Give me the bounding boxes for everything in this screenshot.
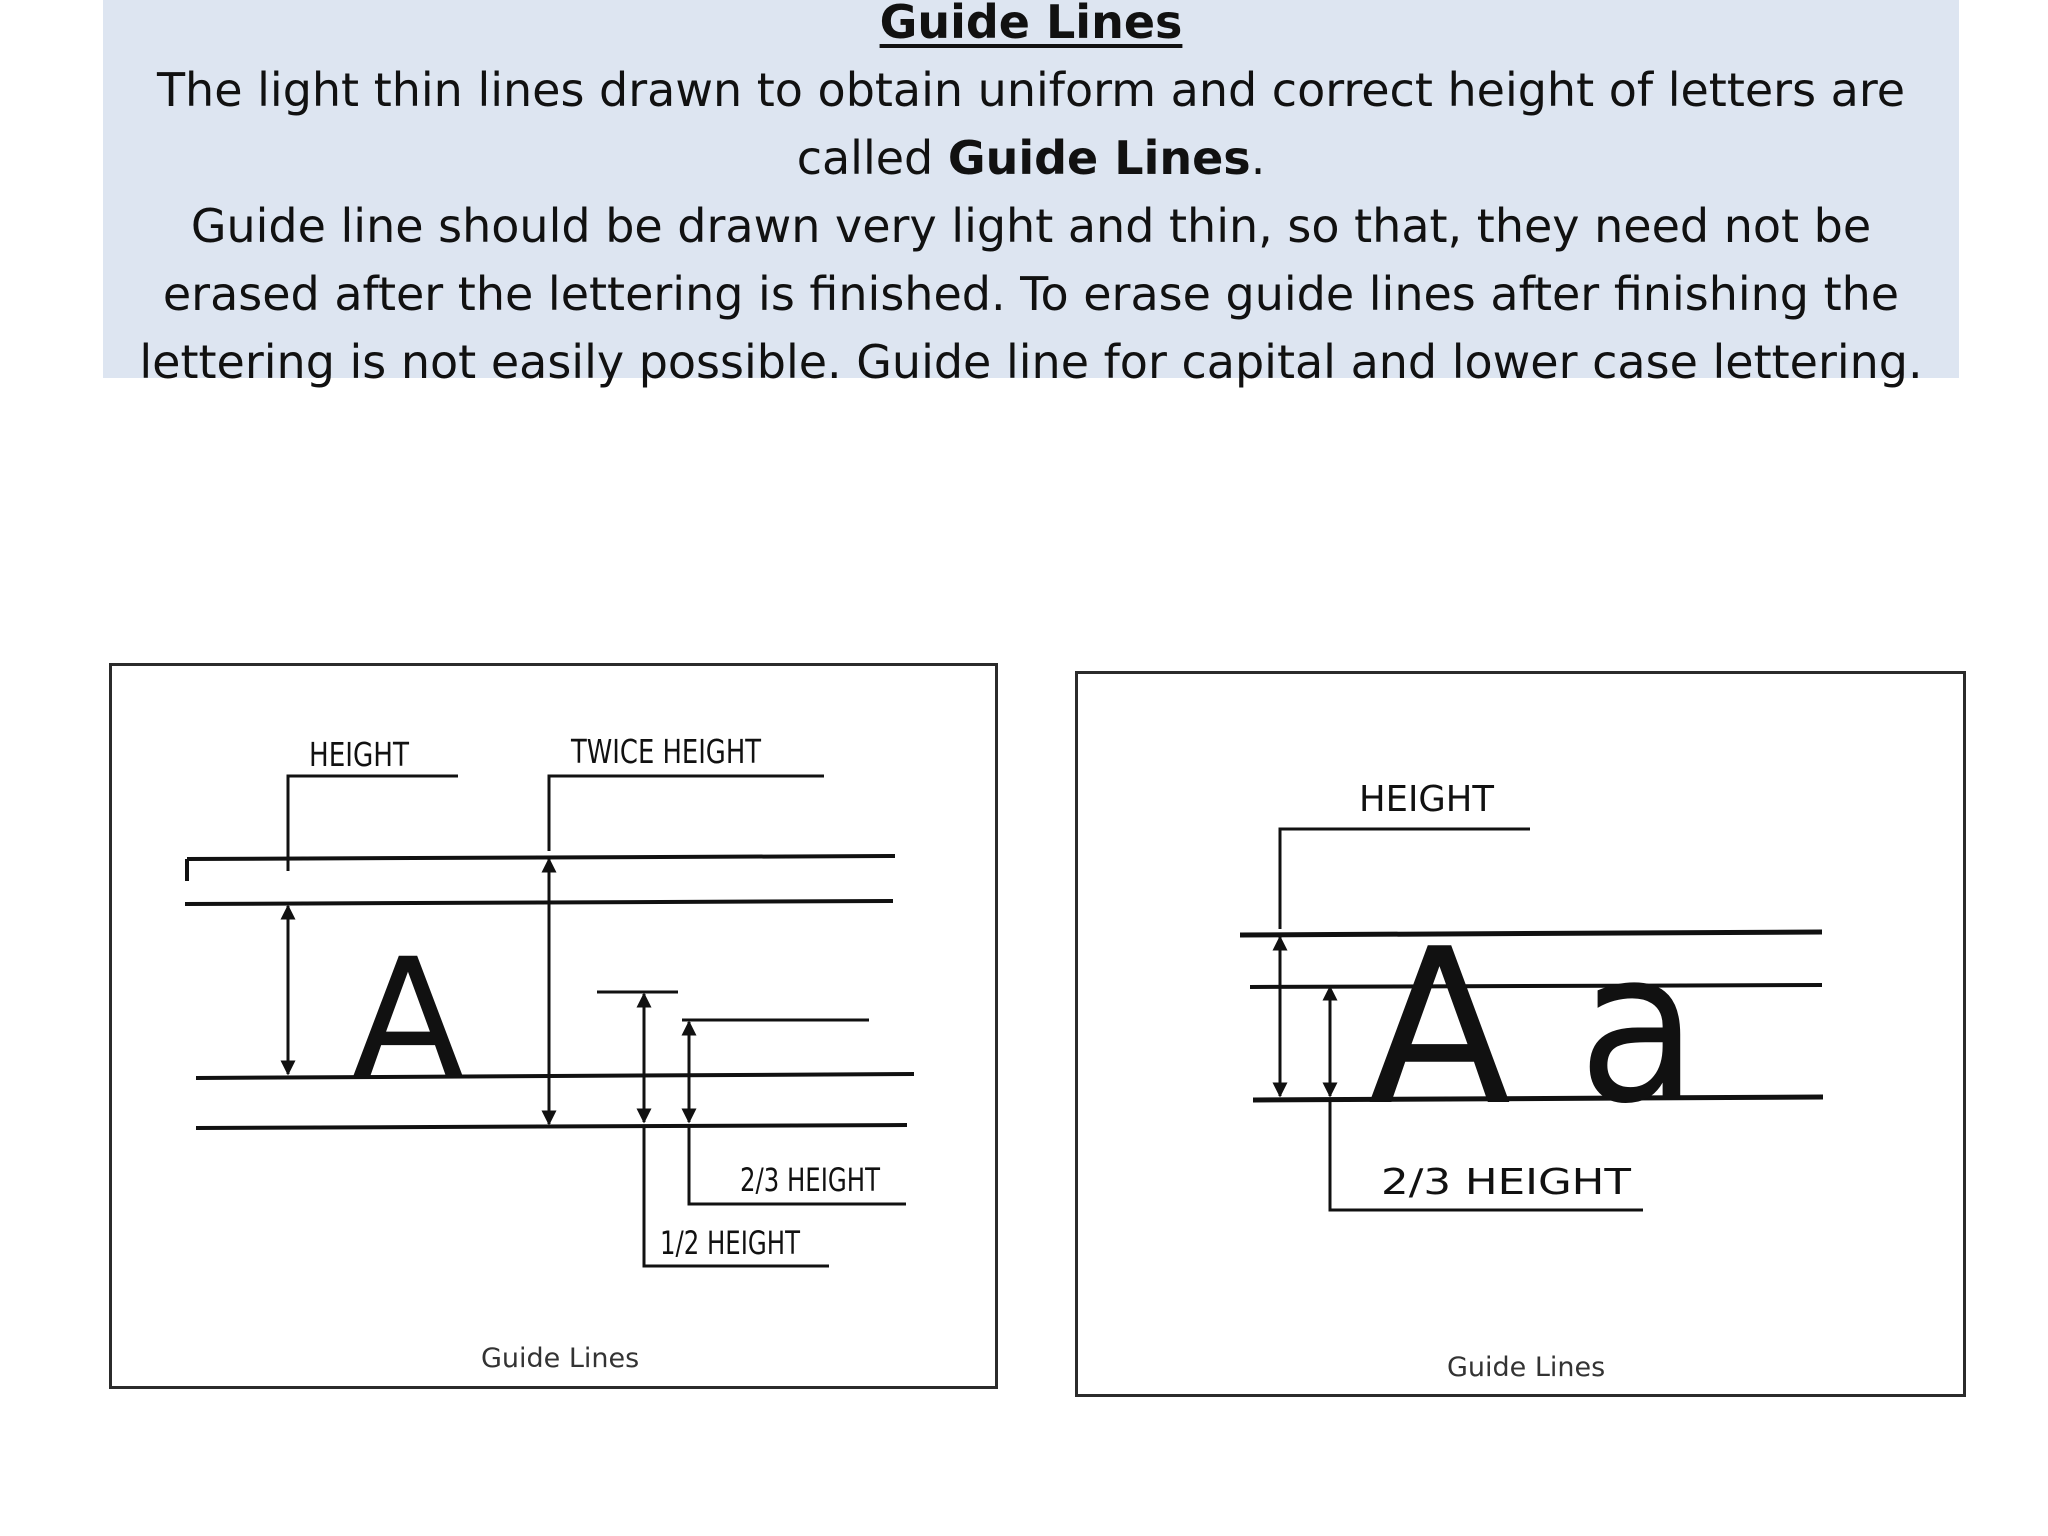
label-height-right: HEIGHT [1359,779,1495,820]
definition-paragraph: The light thin lines drawn to obtain uniform and correct height of letters are called Guide Lines. [156,63,1906,185]
slide-text [103,0,1959,396]
letter-a-lowercase-right: a [1578,905,1698,1150]
usage-line-2: erased after the lettering is finished. To erase guide lines after finishing the [162,267,1900,321]
usage-line-1: Guide line should be drawn very light and thin, so that, they need not be [190,199,1872,253]
guide-line-base [196,1074,914,1078]
label-height: HEIGHT [309,735,410,774]
lowercase-guide-diagram [1078,674,1969,1400]
capital-guide-diagram [112,666,1001,1392]
slide-title: Guide Lines [879,0,1183,49]
label-twice-height: TWICE HEIGHT [570,732,762,771]
figure-capital-lowercase-guide-lines [1075,671,1966,1397]
guide-line-cap [185,901,893,904]
label-two-thirds-right: 2/3 HEIGHT [1381,1162,1633,1203]
figure-capital-guide-lines [109,663,998,1389]
guide-line-waist-right [1250,985,1822,987]
usage-line-3: lettering is not easily possible. Guide line for capital and lower case lettering. [139,335,1923,389]
guide-line-top [187,856,895,859]
guide-line-bottom [196,1125,907,1128]
caption-right: Guide Lines [1447,1352,1606,1383]
label-two-thirds-height: 2/3 HEIGHT [740,1161,881,1199]
label-half-height: 1/2 HEIGHT [660,1224,801,1262]
letter-a-capital: A [352,923,464,1115]
letter-a-capital-right: A [1368,902,1511,1153]
caption-left: Guide Lines [481,1343,640,1374]
guide-line-base-right [1253,1097,1823,1100]
twice-height-bracket [549,776,824,851]
definition-term: Guide Lines [947,131,1251,185]
guide-line-cap-right [1240,932,1822,935]
